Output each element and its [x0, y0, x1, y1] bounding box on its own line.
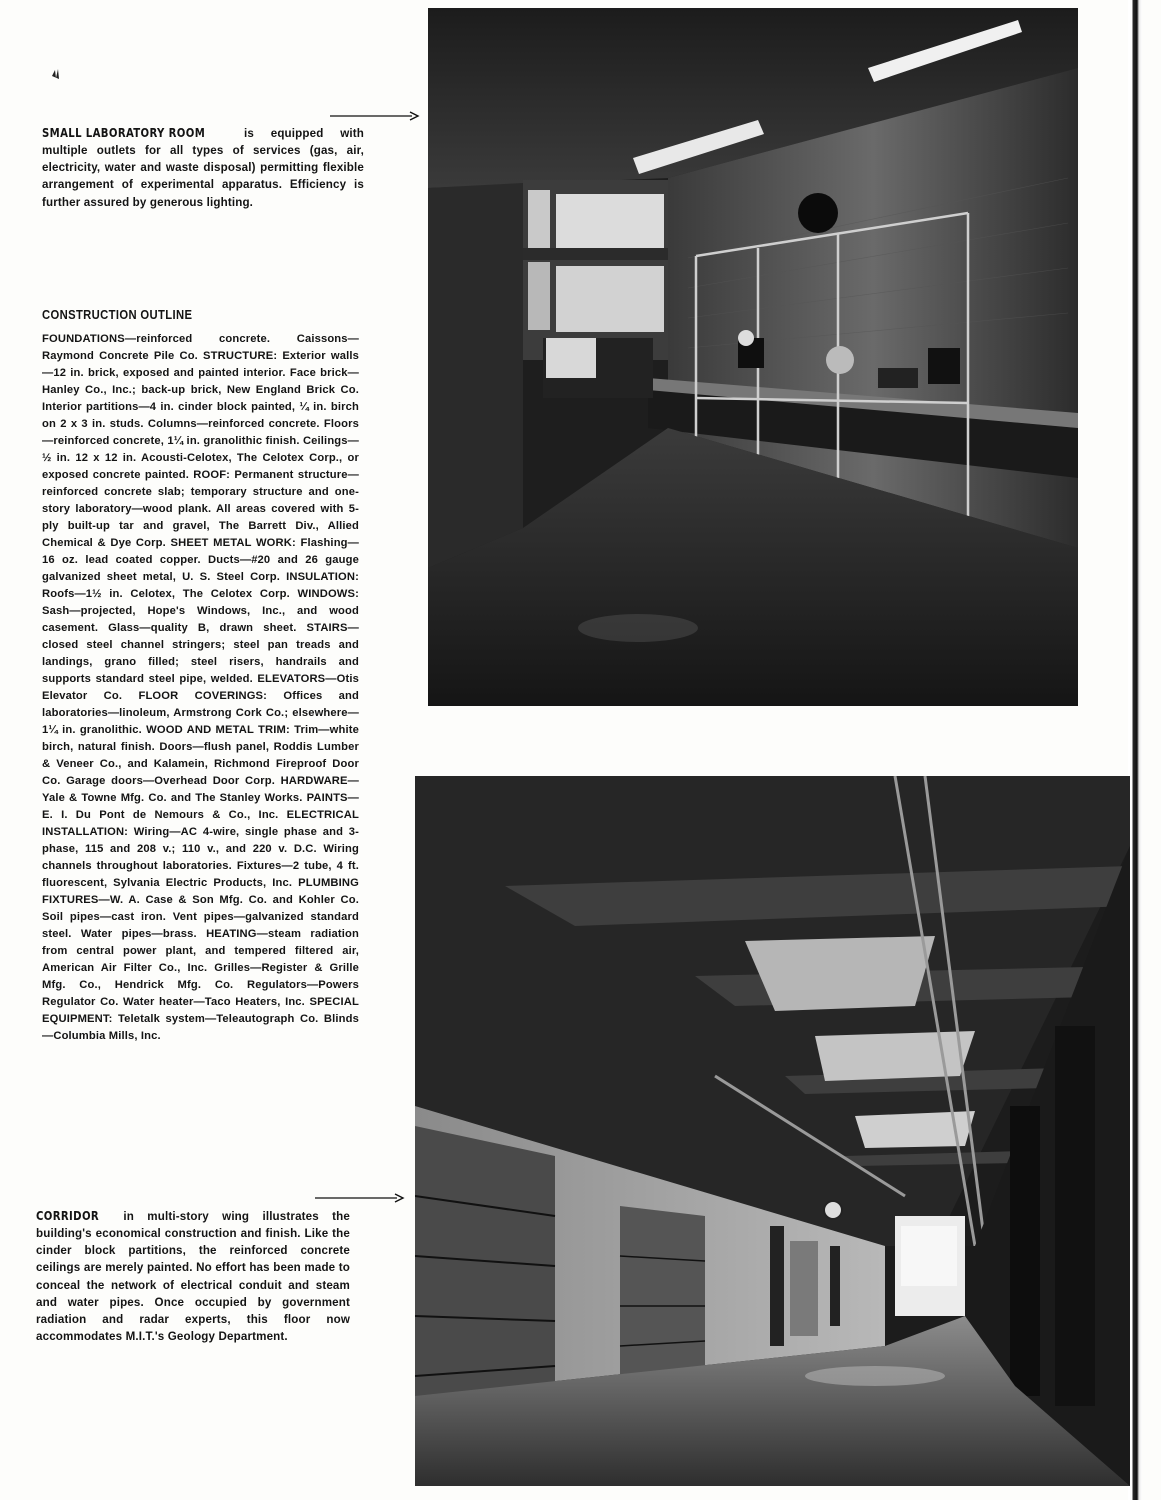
scan-specks	[44, 30, 74, 90]
corridor-photo	[415, 776, 1130, 1486]
construction-outline-heading: CONSTRUCTION OUTLINE	[42, 308, 193, 322]
construction-outline-body: FOUNDATIONS—reinforced concrete. Caissons—Raymond Concrete Pile Co. STRUCTURE: Exterior walls—12 in. brick, exposed and painted interior. Face brick—Hanley Co., Inc.; back-up brick, New England Brick Co. Interior partitions—4 in. cinder block painted, ¼ in. birch on 2 x 3 in. studs. Columns—reinforced concrete. Floors—reinforced concrete, 1¼ in. granolithic finish. Ceilings—½ in. 12 x 12 in. Acousti-Celotex, The Celotex Corp., or exposed concrete painted. ROOF: Permanent structure—reinforced concrete slab; temporary structure and one-story laboratory—wood plank. All areas covered with 5-ply built-up tar and gravel, The Barrett Div., Allied Chemical & Dye Corp. SHEET METAL WORK: Flashing—16 oz. lead coated copper. Ducts—#20 and 26 gauge galvanized sheet metal, U. S. Steel Corp. INSULATION: Roofs—1½ in. Celotex, The Celotex Corp. WINDOWS: Sash—projected, Hope's Windows, Inc., and wood casement. Glass—quality B, drawn sheet. STAIRS—closed steel channel stringers; steel pan treads and landings, grano filled; steel risers, handrails and supports standard steel pipe, welded. ELEVATORS—Otis Elevator Co. FLOOR COVERINGS: Offices and laboratories—linoleum, Armstrong Cork Co.; elsewhere—1¼ in. granolithic. WOOD AND METAL TRIM: Trim—white birch, natural finish. Doors—flush panel, Roddis Lumber & Veneer Co., and Kalamein, Richmond Fireproof Door Co. Garage doors—Overhead Door Corp. HARDWARE—Yale & Towne Mfg. Co. and The Stanley Works. PAINTS—E. I. Du Pont de Nemours & Co., Inc. ELECTRICAL INSTALLATION: Wiring—AC 4-wire, single phase and 3-phase, 115 and 208 v.; 110 v., and 220 v. D.C. Wiring channels throughout laboratories. Fixtures—2 tube, 4 ft. fluorescent, Sylvania Electric Products, Inc. PLUMBING FIXTURES—W. A. Case & Son Mfg. Co. and Kohler Co. Soil pipes—cast iron. Vent pipes—galvanized standard steel. Water pipes—brass. HEATING—steam radiation from central power plant, and tempered filtered air, American Air Filter Co., Inc. Grilles—Register & Grille Mfg. Co., Hendrick Mfg. Co. Regulators—Powers Regulator Co. Water heater—Taco Heaters, Inc. SPECIAL EQUIPMENT: Teletalk system—Teleautograph Co. Blinds—Columbia Mills, Inc.	[42, 333, 359, 1042]
lab-caption-body: is equipped with multiple outlets for all types of services (gas, air, electricity, water and waste disposal) permitting flexible arrangement of experimental apparatus. Efficiency is further assured by generous lighting.	[42, 127, 364, 209]
lab-caption-lead: SMALL LABORATORY ROOM	[42, 125, 206, 140]
laboratory-room-photo	[428, 8, 1078, 706]
corridor-pointer-arrow	[315, 1192, 405, 1204]
lab-caption	[42, 124, 364, 211]
corridor-caption	[36, 1207, 350, 1345]
corridor-caption-body: in multi-story wing illustrates the building's economical construction and finish. Like the cinder block partitions, the reinforced concrete ceilings are merely painted. No effort has been made to conceal the network of electrical conduit and steam and water pipes. Once occupied by government radiation and radar experts, this floor now accommodates M.I.T.'s Geology Department.	[36, 1210, 351, 1344]
corridor-caption-lead: CORRIDOR	[36, 1208, 100, 1223]
scan-edge-line	[1128, 0, 1142, 1500]
lab-pointer-arrow	[330, 110, 420, 122]
